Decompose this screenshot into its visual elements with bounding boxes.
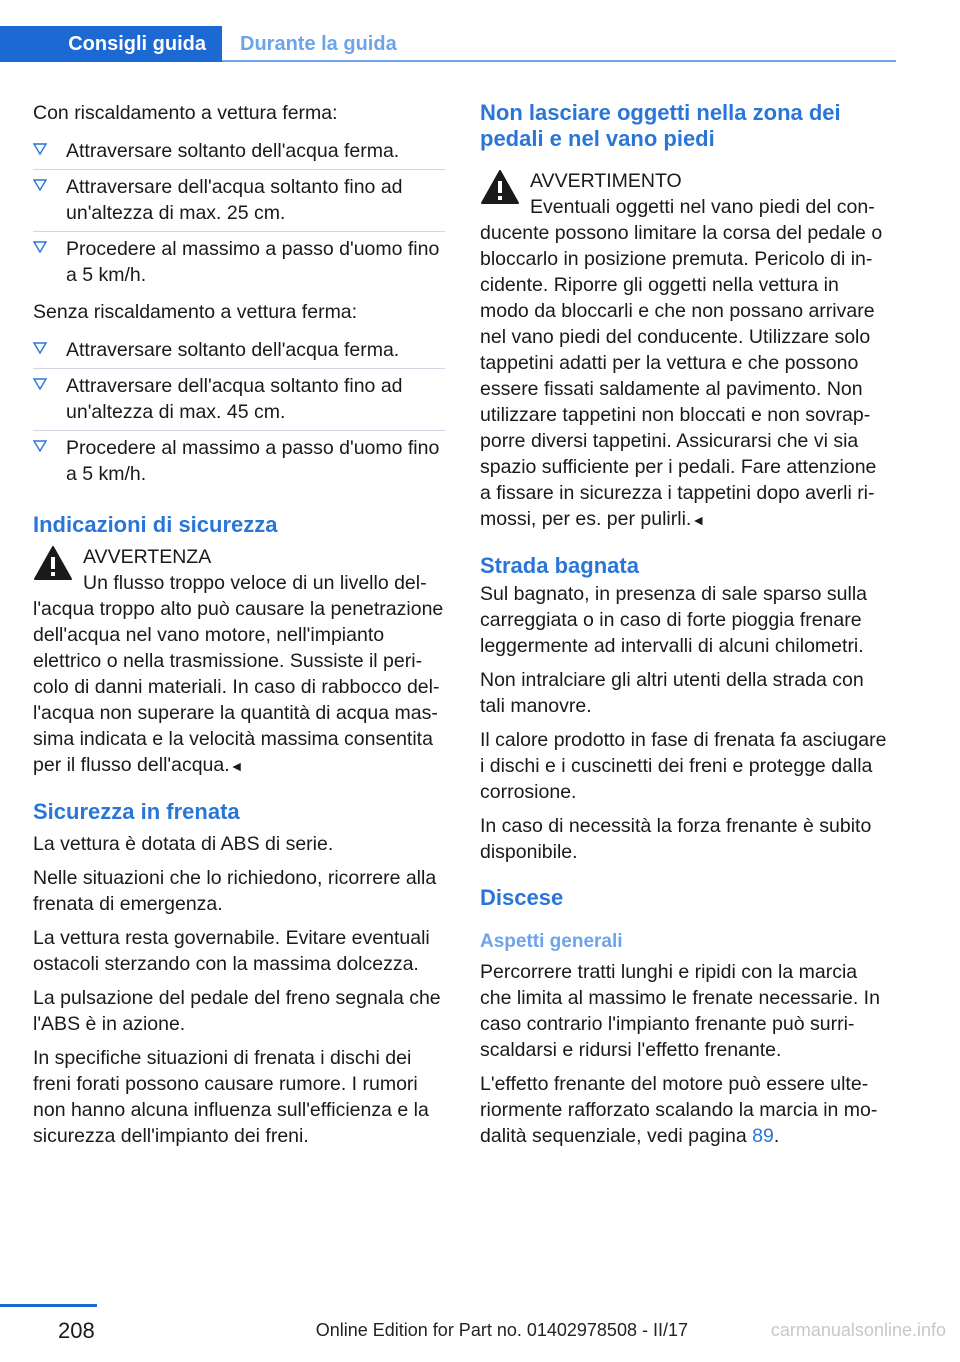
page-reference-link[interactable]: 89 <box>752 1125 774 1147</box>
general-subheading: Aspetti generali <box>480 931 623 952</box>
paragraph: In caso di necessità la forza frenante è subito disponibile. <box>480 815 872 863</box>
paragraph: La pulsazione del pedale del freno segnala che l'ABS è in azione. <box>33 987 441 1035</box>
section-label: Durante la guida <box>240 32 397 55</box>
chapter-tab[interactable] <box>0 26 222 62</box>
safety-heading: Indicazioni di sicurezza <box>33 512 278 537</box>
warning-text: Un flusso troppo veloce di un livello dell'acqua troppo alto può causare la penetrazione dell'acqua nel vano motore, nell'impianto elettrico o nella trasmissione. Sussiste il pericolo di danni materiali. In caso di rabbocco dell'acqua non superare la quantità di acqua massima indicata e la velocità massima consentita per il flusso dell'acqua. <box>33 572 444 776</box>
pedal-heading: Non lasciare oggetti nella zona dei pedali e nel vano piedi <box>480 100 841 151</box>
paragraph: La vettura è dotata di ABS di serie. <box>33 833 334 855</box>
heated-steps-list <box>33 134 445 293</box>
list-item <box>33 170 445 232</box>
triangle-bullet-icon <box>33 240 47 254</box>
watermark: carmanualsonline.info <box>770 1320 946 1340</box>
triangle-bullet-icon <box>33 377 47 391</box>
section-breadcrumb[interactable] <box>240 26 397 62</box>
paragraph: In specifiche situazioni di frenata i dischi dei freni forati possono causare rumore. I rumori non hanno alcuna influenza sull'efficienza e la sicurezza dell'impianto dei freni. <box>33 1047 429 1147</box>
list-item <box>33 369 445 431</box>
header-rule <box>222 60 896 62</box>
paragraph-text: L'effetto frenante del motore può essere ulteriormente rafforzato scalando la marcia in modalità sequenziale, vedi pagina <box>480 1073 878 1147</box>
warning-text: Eventuali oggetti nel vano piedi del conducente possono limitare la corsa del pedale o bloccarlo in posizione premuta. Pericolo di incidente. Riporre gli oggetti nella vettura in modo da bloccarli e che non possano arrivare nel vano piedi del conducente. Utilizzare solo tappetini adatti per la vettura e che possono essere fissati saldamente al pavimento. Non utilizzare tappetini non bloccati e non sovrapporre diversi tappetini. Assicurarsi che vi sia spazio sufficiente per i pedali. Fare attenzione a fissare in sicurezza i tappetini dopo averli rimossi, per es. per pulirli. <box>480 196 883 530</box>
end-marker: ◄ <box>229 758 244 774</box>
pedal-warning <box>480 168 892 533</box>
paragraph: La vettura resta governabile. Evitare eventuali ostacoli sterzando con la massima dolcezza. <box>33 927 430 975</box>
wet-road-heading: Strada bagnata <box>480 553 639 578</box>
list-item <box>33 333 445 369</box>
triangle-bullet-icon <box>33 142 47 156</box>
list-item <box>33 232 445 293</box>
paragraph: Sul bagnato, in presenza di sale sparso sulla carreggiata o in caso di forte pioggia frenare leggermente ad intervalli di alcuni chilometri. <box>480 583 867 657</box>
paragraph: Percorrere tratti lunghi e ripidi con la marcia che limita al massimo le frenate necessarie. In caso contrario l'impianto frenante può surriscaldarsi e ridursi l'effetto frenante. <box>480 961 880 1061</box>
heated-intro: Con riscaldamento a vettura ferma: <box>33 102 338 124</box>
list-item-text: Procedere al massimo a passo d'uomo fino a 5 km/h. <box>66 437 440 485</box>
unheated-intro: Senza riscaldamento a vettura ferma: <box>33 301 358 323</box>
warning-title: AVVERTIMENTO <box>530 170 682 192</box>
paragraph <box>480 1071 892 1149</box>
warning-triangle-icon <box>480 168 520 206</box>
end-marker: ◄ <box>691 512 706 528</box>
list-item-text: Attraversare soltanto dell'acqua ferma. <box>66 339 400 361</box>
edition-note: Online Edition for Part no. 01402978508 - II/17 <box>315 1320 688 1340</box>
list-item-text: Attraversare dell'acqua soltanto fino ad un'altezza di max. 25 cm. <box>66 176 403 224</box>
list-item <box>33 431 445 492</box>
safety-warning <box>33 544 445 779</box>
descents-heading: Discese <box>480 885 564 910</box>
list-item-text: Procedere al massimo a passo d'uomo fino a 5 km/h. <box>66 238 440 286</box>
triangle-bullet-icon <box>33 341 47 355</box>
braking-heading: Sicurezza in frenata <box>33 799 240 824</box>
triangle-bullet-icon <box>33 178 47 192</box>
triangle-bullet-icon <box>33 439 47 453</box>
paragraph: Il calore prodotto in fase di frenata fa asciugare i dischi e i cuscinetti dei freni e protegge dalla corrosione. <box>480 729 887 803</box>
chapter-label: Consigli guida <box>68 32 206 55</box>
warning-triangle-icon <box>33 544 73 582</box>
list-item <box>33 134 445 170</box>
unheated-steps-list <box>33 333 445 492</box>
list-item-text: Attraversare soltanto dell'acqua ferma. <box>66 140 400 162</box>
paragraph: Non intralciare gli altri utenti della strada con tali manovre. <box>480 669 864 717</box>
paragraph-end: . <box>773 1125 780 1147</box>
footer-rule <box>0 1304 97 1307</box>
left-column <box>33 100 445 1157</box>
list-item-text: Attraversare dell'acqua soltanto fino ad un'altezza di max. 45 cm. <box>66 375 403 423</box>
page-number: 208 <box>58 1318 95 1343</box>
paragraph: Nelle situazioni che lo richiedono, ricorrere alla frenata di emergenza. <box>33 867 437 915</box>
warning-title: AVVERTENZA <box>83 546 212 568</box>
right-column <box>480 100 892 1157</box>
